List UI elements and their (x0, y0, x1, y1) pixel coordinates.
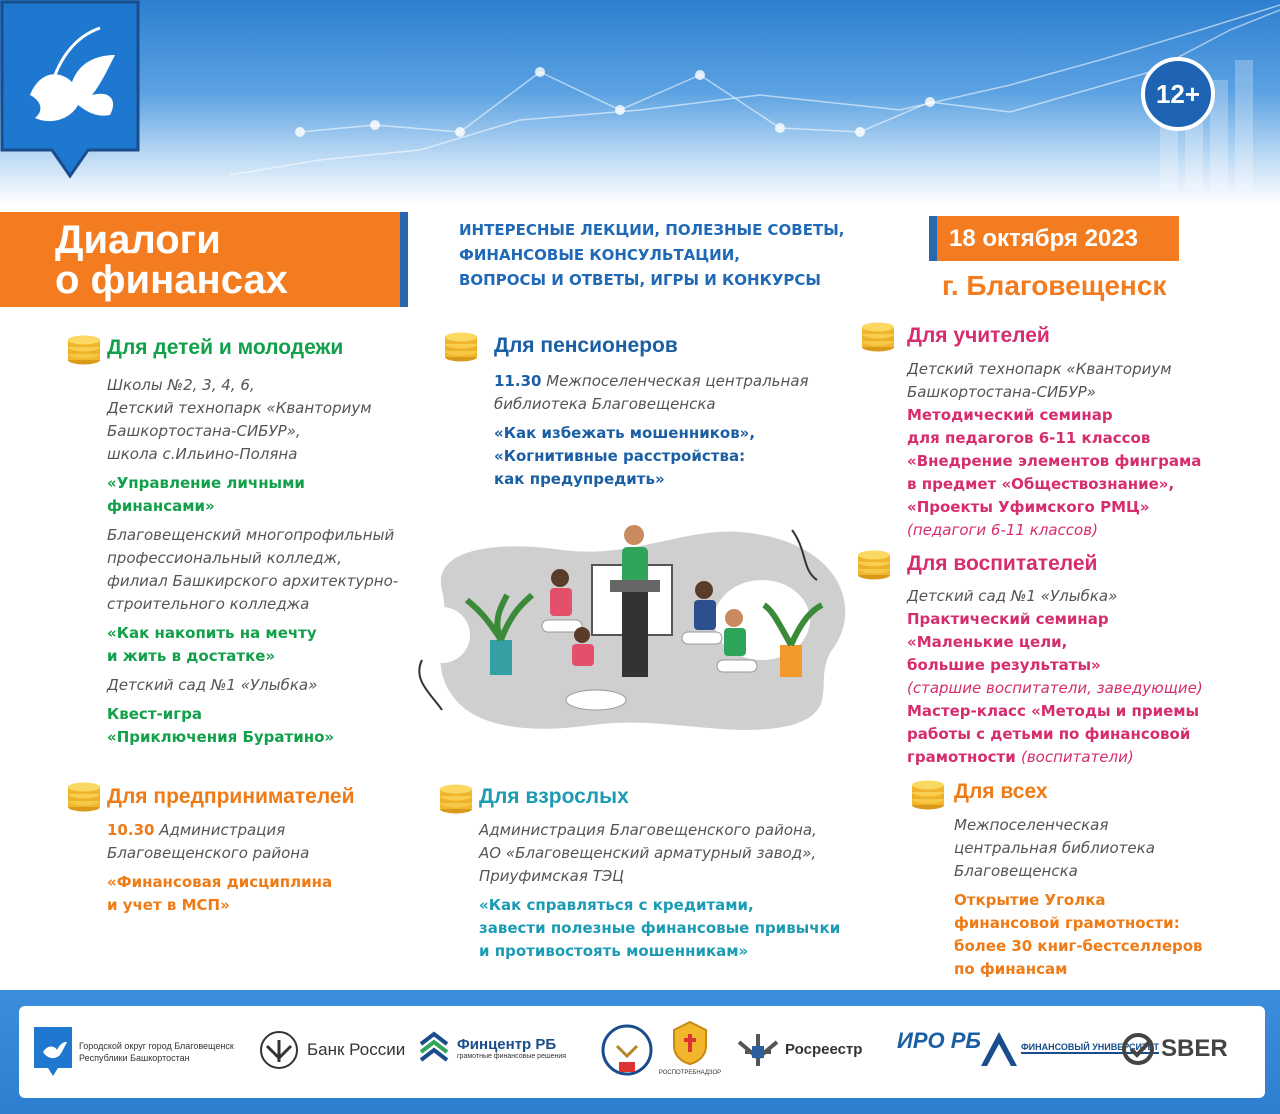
event-time: 10.30 (107, 821, 155, 839)
venue-line: библиотека Благовещенска (494, 395, 716, 413)
venue-line: Детский технопарк «Кванториум (907, 360, 1172, 378)
tax-service-seal-icon (601, 1024, 653, 1080)
coin-stack-icon (860, 318, 896, 352)
venue-line: Благовещенского района (107, 844, 310, 862)
topic-line: в предмет «Обществознание», (907, 475, 1175, 493)
section-heading: Для всех (954, 780, 1048, 803)
partner-label: ФИНАНСОВЫЙ УНИВЕРСИТЕТ (1021, 1042, 1160, 1052)
topic-line: и противостоять мошенникам» (479, 942, 749, 960)
venue-line: профессиональный колледж, (107, 549, 342, 567)
venue-line: Администрация Благовещенского района, (479, 821, 817, 839)
topic-line: Мастер-класс «Методы и приемы (907, 702, 1200, 720)
topic-line: Квест-игра (107, 705, 202, 723)
section-youth (107, 336, 398, 749)
topic-line: Открытие Уголка (954, 891, 1106, 909)
venue-line: школа с.Ильино-Поляна (107, 445, 298, 463)
coin-stack-icon (438, 780, 474, 814)
partner-label: Республики Башкортостан (79, 1053, 190, 1063)
double-eagle-icon (259, 1030, 299, 1070)
title-line-1: Диалоги (55, 218, 221, 262)
topic-line: «Внедрение элементов финграма (907, 452, 1202, 470)
partner-city (33, 1026, 234, 1078)
topic-line: «Как избежать мошенников», (494, 424, 756, 442)
topic-line: «Как накопить на мечту (107, 624, 317, 642)
partner-fincenter (419, 1030, 566, 1066)
section-teachers (907, 324, 1201, 542)
title-line-2: о финансах (55, 258, 288, 302)
fincenter-logo-icon (419, 1030, 449, 1066)
topic-line: большие результаты» (907, 656, 1101, 674)
topic-line: «Проекты Уфимского РМЦ» (907, 498, 1150, 516)
venue-line: Детский сад №1 «Улыбка» (107, 676, 318, 694)
topic-line: Практический семинар (907, 610, 1109, 628)
partner-rosreestr (735, 1028, 862, 1070)
venue-line: Приуфимская ТЭЦ (479, 867, 624, 885)
topic-line: «Финансовая дисциплина (107, 873, 333, 891)
section-pensioners (494, 334, 809, 491)
section-heading: Для воспитателей (907, 552, 1098, 575)
partner-label: Банк России (307, 1040, 406, 1059)
section-heading: Для пенсионеров (494, 334, 678, 357)
section-adults (479, 785, 840, 963)
sber-check-icon (1121, 1032, 1155, 1066)
topic-line: для педагогов 6-11 классов (907, 429, 1151, 447)
partner-label: Росреестр (785, 1040, 863, 1058)
city-crest-small-icon (33, 1026, 73, 1078)
audience-note: (старшие воспитатели, заведующие) (907, 679, 1203, 697)
event-time: 11.30 (494, 372, 542, 390)
venue-line: центральная библиотека (954, 839, 1155, 857)
venue-line: Башкортостана-СИБУР», (107, 422, 301, 440)
fin-university-icon (979, 1028, 1019, 1068)
audience-note: (педагоги 6-11 классов) (907, 521, 1098, 539)
topic-line: завести полезные финансовые привычки (479, 919, 841, 937)
venue-line: Межпоселенческая (954, 816, 1109, 834)
topic-line: и жить в достатке» (107, 647, 276, 665)
coin-stack-icon (66, 778, 102, 812)
topic-line: более 30 книг-бестселлеров (954, 937, 1203, 955)
tagline-line: ИНТЕРЕСНЫЕ ЛЕКЦИИ, ПОЛЕЗНЫЕ СОВЕТЫ, (459, 221, 845, 239)
topic-line: финансовой грамотности: (954, 914, 1180, 932)
topic-line: финансами» (107, 497, 215, 515)
chart-graphic (0, 0, 1280, 205)
partner-sber (1121, 1032, 1228, 1066)
topic-line: «Как справляться с кредитами, (479, 896, 754, 914)
venue-line: Школы №2, 3, 4, 6, (107, 376, 255, 394)
city-crest-logo (0, 0, 140, 180)
venue-line: строительного колледжа (107, 595, 310, 613)
topic-line: как предупредить» (494, 470, 665, 488)
header-banner (0, 0, 1280, 205)
venue-line: Детский технопарк «Кванториум (107, 399, 372, 417)
partner-bank-russia (259, 1030, 405, 1070)
venue-line: АО «Благовещенский арматурный завод», (479, 844, 817, 862)
topic-line: «Когнитивные расстройства: (494, 447, 746, 465)
partner-label: SBER (1161, 1035, 1228, 1062)
coin-stack-icon (910, 776, 946, 810)
section-heading: Для взрослых (479, 785, 629, 808)
coin-stack-icon (443, 328, 479, 362)
event-date: 18 октября 2023 (929, 216, 1179, 261)
partner-label: Финцентр РБ (457, 1036, 557, 1053)
rospotrebnadzor-emblem-icon (670, 1020, 710, 1066)
venue-line: Благовещенска (954, 862, 1078, 880)
topic-line: грамотности (907, 748, 1016, 766)
topic-line: «Приключения Буратино» (107, 728, 335, 746)
topic-line: работы с детьми по финансовой (907, 725, 1191, 743)
partners-card (19, 1006, 1265, 1098)
tagline-line: ФИНАНСОВЫЕ КОНСУЛЬТАЦИИ, (459, 246, 740, 264)
venue-line: Межпоселенческая центральная (546, 372, 809, 390)
event-city: г. Благовещенск (942, 270, 1167, 301)
venue-line: Детский сад №1 «Улыбка» (907, 587, 1118, 605)
topic-line: «Управление личными (107, 474, 305, 492)
tagline (459, 218, 919, 293)
topic-line: по финансам (954, 960, 1068, 978)
partner-rospotrebnadzor (655, 1020, 725, 1076)
partner-label: РОСПОТРЕБНАДЗОР (658, 1070, 722, 1076)
topic-line: и учет в МСП» (107, 896, 230, 914)
section-heading: Для детей и молодежи (107, 336, 344, 359)
partner-label: грамотные финансовые решения (457, 1053, 567, 1060)
event-title (0, 212, 408, 307)
venue-line: Башкортостана-СИБУР» (907, 383, 1096, 401)
venue-line: Благовещенский многопрофильный (107, 526, 395, 544)
tagline-line: ВОПРОСЫ И ОТВЕТЫ, ИГРЫ И КОНКУРСЫ (459, 271, 821, 289)
partner-label: Городской округ город Благовещенск (79, 1041, 234, 1051)
topic-line: Методический семинар (907, 406, 1113, 424)
section-heading: Для предпринимателей (107, 785, 355, 808)
topic-line: «Маленькие цели, (907, 633, 1068, 651)
venue-line: Администрация (159, 821, 286, 839)
section-educators (907, 552, 1203, 769)
section-heading: Для учителей (907, 324, 1050, 347)
section-entrepreneurs (107, 785, 354, 917)
audience-note: (воспитатели) (1020, 748, 1134, 766)
rosreestr-eagle-icon (735, 1028, 781, 1070)
age-rating-badge: 12+ (1141, 57, 1215, 131)
people-discussion-illustration (412, 510, 867, 740)
venue-line: филиал Башкирского архитектурно- (107, 572, 399, 590)
partner-label: ИРО РБ (897, 1028, 981, 1053)
coin-stack-icon (66, 331, 102, 365)
partner-iro-rb (897, 1028, 981, 1054)
section-everyone (954, 780, 1203, 981)
